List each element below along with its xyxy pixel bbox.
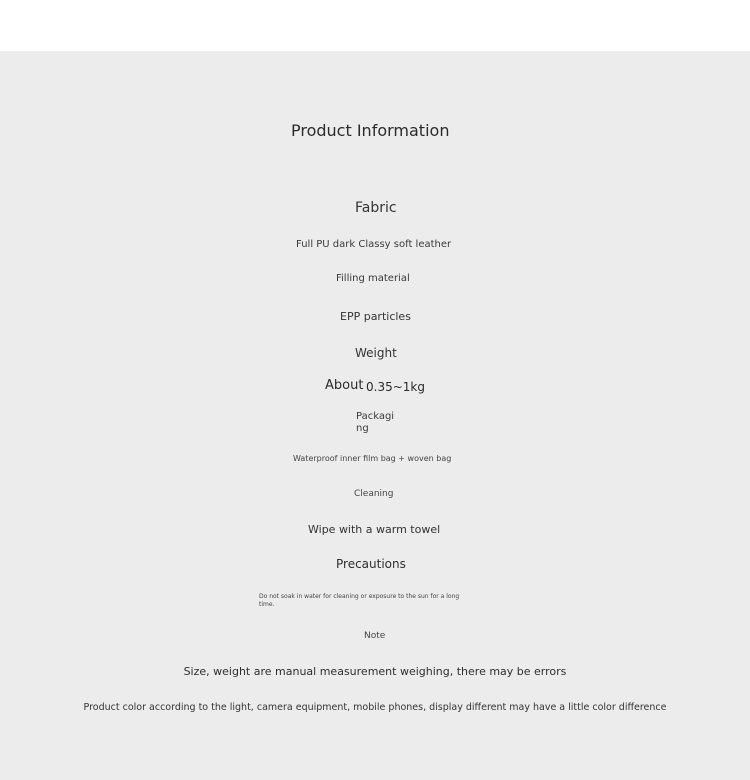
top-white-band xyxy=(0,0,750,51)
fabric-value: Full PU dark Classy soft leather xyxy=(296,239,452,250)
precautions-value-line2: time. xyxy=(259,601,275,608)
weight-value-prefix: About xyxy=(325,378,364,393)
cleaning-value: Wipe with a warm towel xyxy=(308,523,441,536)
note-line-2: Product color according to the light, camera equipment, mobile phones, display different may have a little color difference xyxy=(83,702,667,713)
packaging-label-line1: Packagi xyxy=(356,411,395,422)
precautions-value-line1: Do not soak in water for cleaning or exposure to the sun for a long xyxy=(259,593,460,600)
filling-value: EPP particles xyxy=(340,310,411,323)
filling-label: Filling material xyxy=(336,273,410,284)
note-label: Note xyxy=(364,631,386,641)
note-line-1: Size, weight are manual measurement weighing, there may be errors xyxy=(183,665,567,678)
precautions-label: Precautions xyxy=(336,557,406,571)
packaging-label-line2: ng xyxy=(356,423,369,434)
page-title: Product Information xyxy=(291,121,450,140)
cleaning-label: Cleaning xyxy=(354,489,394,499)
weight-value: 0.35~1kg xyxy=(366,380,425,394)
fabric-label: Fabric xyxy=(355,200,397,216)
weight-label: Weight xyxy=(355,346,397,360)
packaging-value: Waterproof inner film bag + woven bag xyxy=(293,454,452,463)
